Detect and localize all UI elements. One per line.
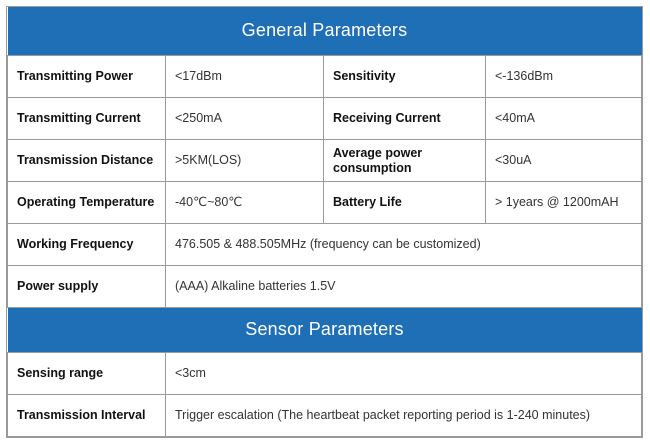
table-row [8, 353, 642, 395]
transmission-interval-value: Trigger escalation (The heartbeat packet reporting period is 1-240 minutes) [166, 395, 642, 437]
transmission-distance-label: Transmission Distance [8, 140, 166, 182]
power-supply-value: (AAA) Alkaline batteries 1.5V [166, 266, 642, 308]
table-row [8, 266, 642, 308]
table-row [8, 395, 642, 437]
sensor-parameters-header-row [8, 308, 642, 353]
general-parameters-title: General Parameters [8, 7, 642, 56]
sensitivity-value: <-136dBm [486, 56, 642, 98]
transmitting-current-label: Transmitting Current [8, 98, 166, 140]
working-frequency-label: Working Frequency [8, 224, 166, 266]
receiving-current-label: Receiving Current [324, 98, 486, 140]
operating-temperature-label: Operating Temperature [8, 182, 166, 224]
transmission-interval-label: Transmission Interval [8, 395, 166, 437]
table-row [8, 182, 642, 224]
transmitting-current-value: <250mA [166, 98, 324, 140]
sensing-range-value: <3cm [166, 353, 642, 395]
transmission-distance-value: >5KM(LOS) [166, 140, 324, 182]
sensing-range-label: Sensing range [8, 353, 166, 395]
receiving-current-value: <40mA [486, 98, 642, 140]
table-row [8, 140, 642, 182]
sensitivity-label: Sensitivity [324, 56, 486, 98]
power-supply-label: Power supply [8, 266, 166, 308]
average-power-consumption-value: <30uA [486, 140, 642, 182]
table-row [8, 98, 642, 140]
table-row [8, 224, 642, 266]
operating-temperature-value: -40℃~80℃ [166, 182, 324, 224]
parameters-table [7, 7, 642, 437]
sensor-parameters-title: Sensor Parameters [8, 308, 642, 353]
working-frequency-value: 476.505 & 488.505MHz (frequency can be customized) [166, 224, 642, 266]
battery-life-value: > 1years @ 1200mAH [486, 182, 642, 224]
table-row [8, 56, 642, 98]
general-parameters-header-row [8, 7, 642, 56]
parameters-sheet [6, 6, 643, 438]
battery-life-label: Battery Life [324, 182, 486, 224]
transmitting-power-label: Transmitting Power [8, 56, 166, 98]
average-power-consumption-label: Average power consumption [324, 140, 486, 182]
transmitting-power-value: <17dBm [166, 56, 324, 98]
